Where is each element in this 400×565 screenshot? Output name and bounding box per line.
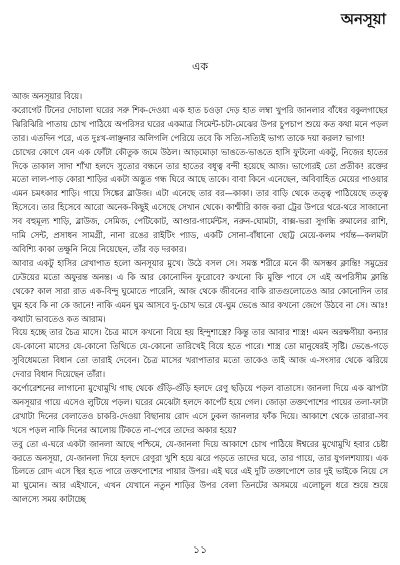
paragraph: কর্পোরেশনের লাগানো মুখোমুখি গাছ থেকে গুঁড়ি-গুঁড়ি হলদে রেণু ছড়িয়ে পড়ল বাতাসে। জানলা দিয়ে এক ঝাপটা অনসূয়ার গায়ে এসেও লুটিয়ে পড়ল। ঘরের মেঝেটা হলদে কার্পেট হয়ে গেল। জোড়া তক্তপোশের পায়ের তলা-ফাটা রেখাটা দিনের বেলাতেও চাকরি-দেওয়া বিছানায় রোদ এসে ঢুকল জানলার ফাঁক দিয়ে। আকাশে থেকে তারারা-সব খসে পড়ল নাকি দিনের আলোয় টিকতে না-পেরে তাদের অকার হয়ে?	[12, 383, 388, 435]
paragraph: আবার একটু হাসির রেখাপাত হলো অনসূয়ার মুখে। উঠে বসল সে। সমস্ত শরীরে মনে কী অসম্ভব ক্লান্তি! সমুদ্রের ঢেউয়ের মতো অফুরন্ত অনন্ত। এ কি আর কোনোদিন ফুরোবে? কখনো কি মুক্তি পাবে সে এই অপরিসীম ক্লান্তি থেকে? কাল সারা রাত এক-বিন্দু ঘুমোতে পারেনি, আজ থেকে জীবনের বাকি রাতগুলোতেও আর কোনোদিন তার ঘুম হবে কি না কে জানে! নাকি এমন ঘুম আসবে দু-চোখ ভরে যে-ঘুম ভেঙে আর কখনো জেগে উঠবে না সে। আঃ! কথাটা ভাবতেও কত আরাম।	[12, 257, 388, 324]
body-text	[12, 90, 388, 507]
paragraph: বিয়ে হচ্ছে তার চৈত্র মাসে। চৈত্র মাসে কখনো বিয়ে হয় হিন্দুশাস্ত্রে? কিন্তু তার আবার শাস্ত্র! এমন অরক্ষণীয়া কন্যার যে-কোনো মাসের যে-কোনো তিথিতে যে-কোনো তারিখেই বিয়ে হতে পারে। শাস্ত্র তো মানুষেরই সৃষ্টি। ভেঙে-গড়ে সুবিধেমতো বিধান তো তারাই দেবেন। চৈত্র মাসের খরাপাতার মতো তাকেও তাই আজ এ-সংসার থেকে ঝরিয়ে দেবার বিধান দিয়েছেন তাঁরা।	[12, 327, 388, 380]
chapter-heading: এক	[191, 60, 209, 73]
running-header-title: অনসূয়া	[340, 10, 386, 28]
paragraph: করোগেট টিনের দোচালা ঘরের সরু শিক-দেওয়া এক হাত চওড়া দেড় হাত লম্বা খুপরি জানলার বাঁধের বকুলগাছের ঝিরিঝিরি পাতায় চোখ পাঠিয়ে অপরিসর ঘরের একমাত্র সিমেন্ট-চটা-মেঝের উপর চুপচাপ শুয়ে কত কথা মনে পড়ল তার। এতদিন পরে, এত দুঃখ-লাঞ্ছনার অলিগলি পেরিয়ে তবে কি সত্যি-সত্যিই ভাগ্য তাকে দয়া করল? ভাগ্য!	[12, 104, 388, 143]
paragraph: আজ অনসূয়ার বিয়ে।	[12, 91, 83, 101]
page-number: ১১	[192, 543, 208, 556]
paragraph: চোখের কোণে যেন এক ফোঁটা কৌতুক জমে উঠল। আড়মোড়া ভাঙতে-ভাঙতে হাসি ফুটলো একটু, নিজের হাতের দিকে তাকাল সাদা শাঁখা হলদে সুতোর বন্ধনে তার হাতের বধূত্ব বন্দী হয়েছে আজ। ভাগ্যেরই তো প্রতীক! রক্তের মতো লাল-পাড় কোরা শাড়ির একটা অদ্ভুত গন্ধ ঘিরে আছে তাকে। বাবা কিনে এনেছেন, অবিবাহিত মেয়ের পাওয়ার এমন চমৎকার শাড়ি। গায়ে সিঙ্কের ব্লাউজ। এটা এনেছে তার বর—কাকা। তার বাড়ি থেকে তত্ত্ব পাঠিয়েছে তত্ত্ব হিসেবে। তার হিসেবে আরো অনেক-কিছুই এসেছে সেখান থেকে। কাশ্মীরি কাজ করা ট্রের উপরে থরে-থরে সাজানো সব বহুমূল্য শাড়ি, ব্লাউজ, সেমিজ, পেটিকোট, আণ্ডার-গার্মেন্টস, নরুন-ঘোমটা, বাক্স-ভরা সুগন্ধি রুমালের রাশি, দামি সেন্ট, প্রসাধন সামগ্রী, নানা রঙের রাইটিং প্যাড, একটি সোনা-বাঁধানো ছোট্ট মেয়ে-কলম পর্যন্ত—কলমটা অবিশ্যি কাকা তক্ষুনি নিয়ে নিয়েছেন, তাঁর বড় দরকার।	[12, 146, 388, 254]
paragraph: তবু তো এ-ঘরে একটা জানলা আছে পশ্চিমে, যে-জানলা দিয়ে আকাশে চোখ পাঠিয়ে ঈশ্বরের মুখোমুখি হবার চেষ্টা করতে অনসূয়া, যে-জানলা দিয়ে হলদে রেণুরা খুশি হয়ে ঝরে পড়তে তাদের ঘরে, তার গায়ে, তার যুগলশয্যায়। এক চিলতে রোদ এসে স্থির হতে পারে তক্তপোশের পায়ার উপর। এই ঘরে এই দুটি তক্তাপোশে তার দুই ভাইকে নিয়ে সে মা ঘুমোন। আর এইখানে, এখন যেখানে নতুন শাড়ির উপর বেলা তিনটের অসময়ে এলোচুল ধরে শুয়ে শুয়ে আলস্যে সময় কাটাচ্ছে	[12, 438, 388, 505]
